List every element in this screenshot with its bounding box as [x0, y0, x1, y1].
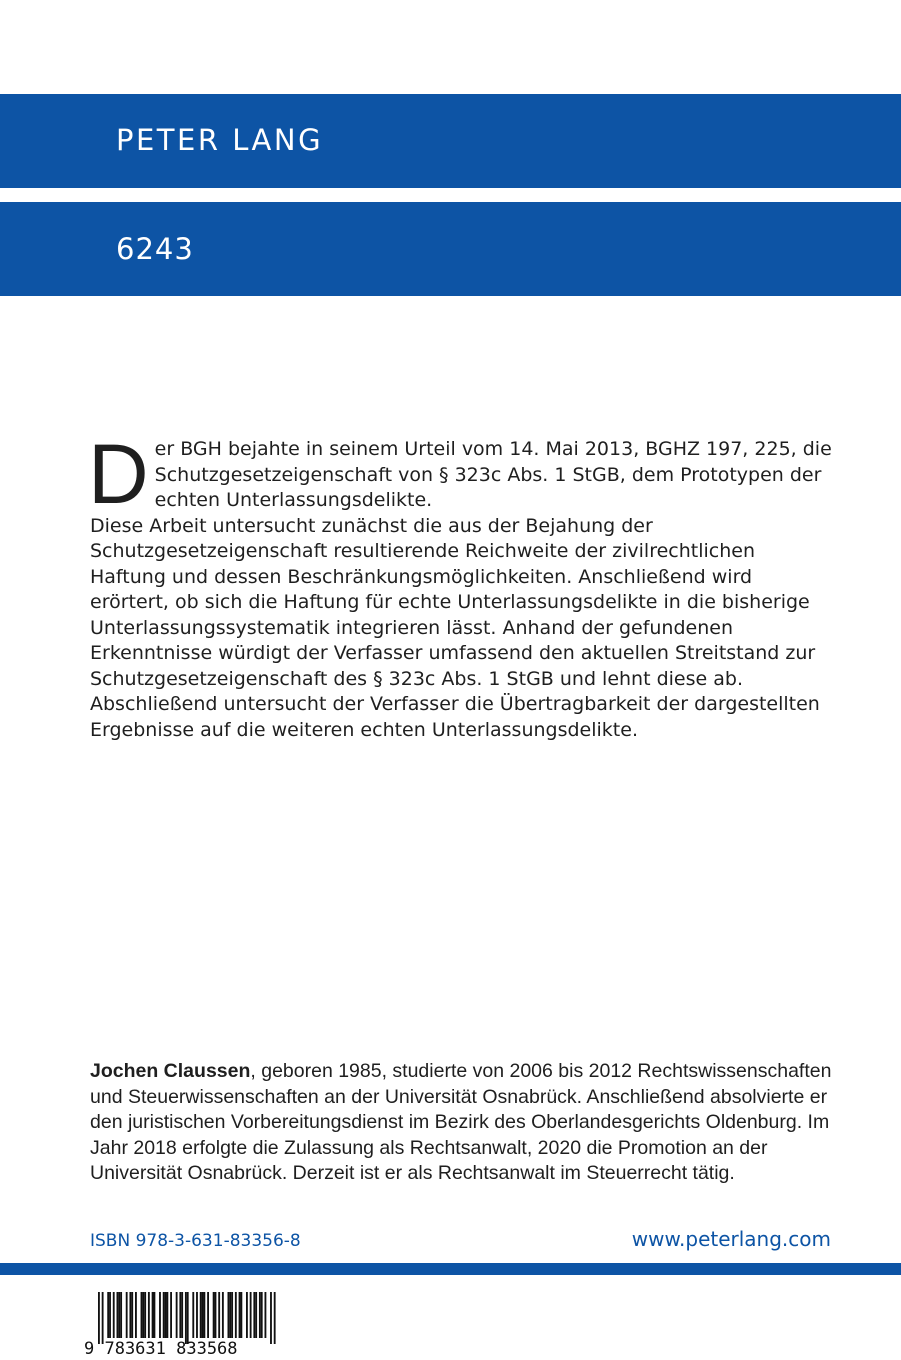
barcode-bar: [250, 1292, 252, 1338]
barcode-bar: [265, 1292, 267, 1338]
author-bio: [90, 1059, 832, 1187]
abstract-first-paragraph: er BGH bejahte in seinem Urteil vom 14. Mai 2013, BGHZ 197, 225, die Schutzgesetzeigenschaft von § 323c Abs. 1 StGB, dem Prototypen der echten Unterlassungsdelikte.: [154, 438, 832, 511]
footer-band: [0, 1263, 901, 1275]
barcode-bar: [129, 1292, 131, 1338]
series-number: 6243: [116, 232, 194, 266]
barcode-bar: [107, 1292, 109, 1338]
barcode-bar: [165, 1292, 167, 1338]
barcode-bar: [166, 1292, 168, 1338]
barcode-bar: [170, 1292, 172, 1338]
barcode-bar: [270, 1292, 272, 1344]
barcode-bar: [131, 1292, 133, 1338]
barcode-bar: [196, 1292, 198, 1338]
barcode-bar: [274, 1292, 276, 1344]
barcode-bar: [159, 1292, 161, 1338]
barcode-bar: [261, 1292, 263, 1338]
abstract-second-paragraph: Diese Arbeit untersucht zunächst die aus der Bejahung der Schutzgesetzeigenschaft resultierende Reichweite der zivilrechtlichen Haftung und dessen Beschränkungsmöglichkeiten. Anschließend wird erörtert, ob sich die Haftung für echte Unterlassungsdelikte in die bisherige Unterlassungssystematik integrieren lässt. Anhand der gefundenen Erkenntnisse würdigt der Verfasser umfassend den aktuellen Streitstand zur Schutzgesetzeigenschaft des § 323c Abs. 1 StGB und lehnt diese ab. Abschließend untersucht der Verfasser die Übertragbarkeit der dargestellten Ergebnisse auf die weiteren echten Unterlassungsdelikte.: [90, 514, 820, 741]
barcode-bar: [154, 1292, 156, 1338]
barcode-bar: [255, 1292, 257, 1338]
barcode-bar: [113, 1292, 115, 1338]
barcode-bar: [181, 1292, 183, 1338]
barcode-bar: [185, 1292, 187, 1344]
author-name: Jochen Claussen: [90, 1060, 251, 1082]
barcode-bar: [163, 1292, 165, 1338]
dropcap-letter: D: [88, 427, 149, 521]
barcode-bar: [176, 1292, 178, 1338]
barcode-bar: [152, 1292, 154, 1338]
barcode-bar: [102, 1292, 104, 1344]
barcode-bar: [144, 1292, 146, 1338]
barcode-bar: [118, 1292, 120, 1338]
website-link[interactable]: www.peterlang.com: [631, 1227, 831, 1251]
barcode-bar: [213, 1292, 215, 1338]
abstract-text: [88, 427, 832, 743]
barcode-bar: [203, 1292, 205, 1338]
barcode-bar: [142, 1292, 144, 1338]
barcode-bar: [240, 1292, 242, 1338]
barcode-bar: [187, 1292, 189, 1344]
barcode-bar: [192, 1292, 194, 1338]
barcode-bar: [200, 1292, 202, 1338]
publisher-name: PETER LANG: [116, 123, 324, 157]
barcode-bar: [253, 1292, 255, 1338]
barcode-bar: [202, 1292, 204, 1338]
barcode-bar: [229, 1292, 231, 1338]
author-bio-text: , geboren 1985, studierte von 2006 bis 2012 Rechtswissenschaften und Steuerwissenschaften an der Universität Osnabrück. Anschließend absolvierte er den juristischen Vorbereitungsdienst im Bezirk des Oberlandesgerichts Oldenburg. Im Jahr 2018 erfolgte die Zulassung als Rechtsanwalt, 2020 die Promotion an der Universität Osnabrück. Derzeit ist er als Rechtsanwalt im Steuerrecht tätig.: [90, 1060, 832, 1184]
barcode-bar: [148, 1292, 150, 1338]
barcode-graphic: [82, 1292, 282, 1358]
barcode-bar: [222, 1292, 224, 1338]
barcode-bar: [141, 1292, 143, 1338]
barcode-bar: [120, 1292, 122, 1338]
barcode-bar: [239, 1292, 241, 1338]
barcode-bar: [207, 1292, 209, 1338]
barcode-bar: [231, 1292, 233, 1338]
isbn-label: ISBN 978-3-631-83356-8: [90, 1231, 301, 1251]
barcode-bar: [135, 1292, 137, 1338]
barcode-bar: [179, 1292, 181, 1338]
barcode-bar: [215, 1292, 217, 1338]
isbn-barcode: [82, 1292, 282, 1358]
barcode-bar: [259, 1292, 261, 1338]
barcode-bar: [235, 1292, 237, 1338]
barcode-digits: 9 783631 833568: [84, 1339, 238, 1358]
barcode-bar: [228, 1292, 230, 1338]
barcode-bar: [246, 1292, 248, 1338]
barcode-bar: [218, 1292, 220, 1338]
barcode-bar: [109, 1292, 111, 1338]
barcode-bar: [126, 1292, 128, 1338]
barcode-bar: [98, 1292, 100, 1344]
barcode-bar: [117, 1292, 119, 1338]
